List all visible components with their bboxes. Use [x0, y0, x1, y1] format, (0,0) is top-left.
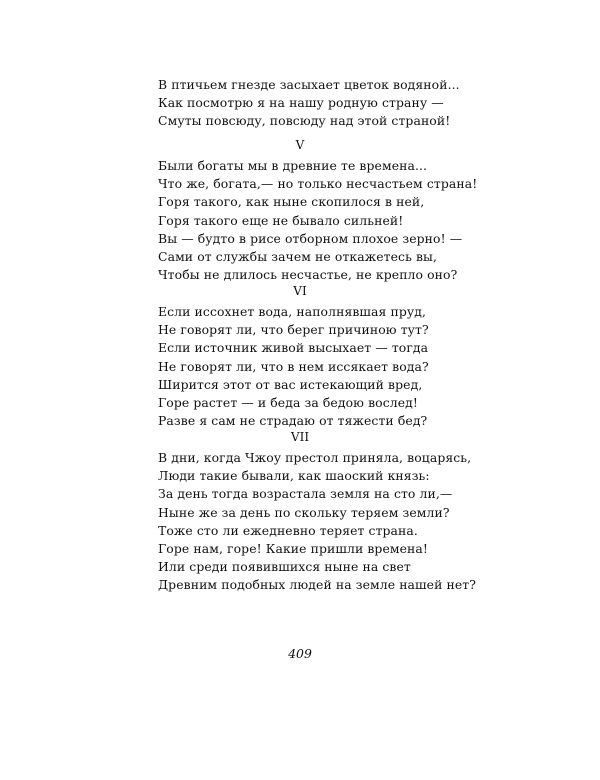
verse-line: В птичьем гнезде засыхает цветок водяной... [158, 77, 460, 92]
verse-line: Чтобы не длилось несчастье, не крепло оно? [158, 267, 458, 283]
verse-line: Что же, богата,— но только несчастьем страна! [158, 176, 478, 192]
verse-line: Тоже сто ли ежедневно теряет страна. [158, 522, 418, 538]
verse-line: Горе нам, горе! Какие пришли времена! [158, 540, 428, 556]
stanza-vi [158, 303, 458, 430]
verse-line: Или среди появившихся ныне на свет [158, 559, 411, 575]
verse-line: Горе растет — и беда за бедою вослед! [158, 394, 418, 410]
verse-line: Вы — будто в рисе отборном плохое зерно! — [158, 230, 463, 246]
verse-line: Не говорят ли, что берег причиною тут? [158, 322, 429, 338]
verse-line: Разве я сам не страдаю от тяжести бед? [158, 413, 428, 429]
stanza-vii [158, 449, 476, 595]
verse-line: За день тогда возрастала земля на сто ли,— [158, 486, 453, 502]
verse-line: В дни, когда Чжоу престол приняла, воцарясь, [158, 450, 472, 465]
verse-line: Если источник живой высыхает — тогда [158, 340, 429, 356]
verse-line: Ныне же за день по скольку теряем земли? [158, 504, 450, 520]
verse-line: Не говорят ли, что в нем иссякает вода? [158, 358, 429, 374]
verse-line: Как посмотрю я на нашу родную страну — [158, 95, 444, 111]
verse-line: Были богаты мы в древние те времена... [158, 158, 428, 173]
stanza-v [158, 157, 478, 284]
verse-line: Люди такие бывали, как шаоский князь: [158, 468, 430, 484]
verse-line: Горя такого, как ныне скопилося в ней, [158, 194, 425, 210]
stanza-numeral-v: V [295, 138, 305, 152]
verse-line: Ширится этот от вас истекающий вред, [158, 376, 423, 392]
stanza-4-ending [158, 76, 458, 131]
page-number: 409 [288, 646, 312, 661]
stanza-numeral-vi: VI [293, 284, 307, 298]
verse-line: Смуты повсюду, повсюду над этой страной! [158, 113, 451, 129]
stanza-numeral-vii: VII [290, 430, 310, 444]
verse-line: Горя такого еще не бывало сильней! [158, 212, 404, 228]
verse-line: Если иссохнет вода, наполнявшая пруд, [158, 304, 427, 319]
verse-line: Древним подобных людей на земле нашей нет? [158, 577, 476, 593]
verse-line: Сами от службы зачем не откажетесь вы, [158, 248, 438, 264]
